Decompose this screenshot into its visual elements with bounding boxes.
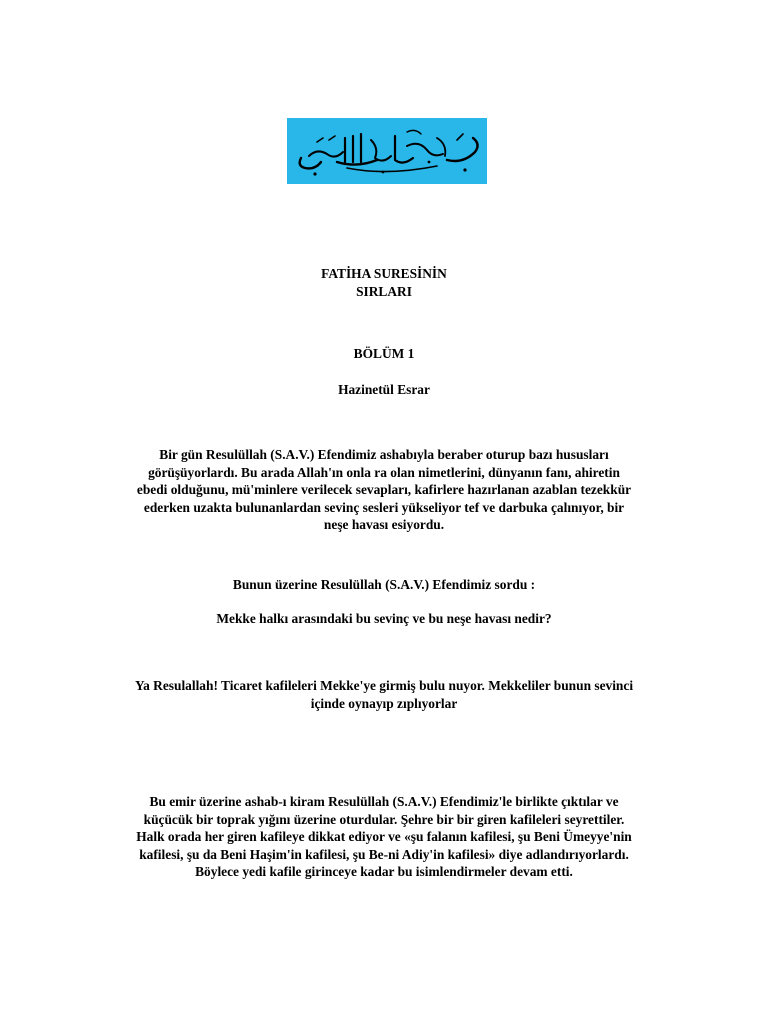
paragraph-4 [110,677,658,712]
paragraph-line: küçücük bir toprak yığını üzerine oturdular. Şehre bir bir giren kafileleri seyrettiler. [143,811,625,827]
chapter-heading [0,345,768,363]
paragraph-line: Bir gün Resulüllah (S.A.V.) Efendimiz ashabıyla beraber oturup bazı hususları [159,447,609,462]
paragraph-line: ederken uzakta bulunanlardan sevinç sesleri yükseliyor tef ve darbuka çalınıyor, bir [143,499,625,515]
paragraph-line: içinde oynayıp zıplıyorlar [310,695,458,711]
basmala-calligraphy-icon [287,118,487,184]
title-line-1: FATİHA SURESİNİN [321,266,447,281]
section-subtitle [0,381,768,399]
document-title [0,265,768,300]
paragraph-5 [110,793,658,881]
paragraph-line: Ya Resulallah! Ticaret kafileleri Mekke'ye girmiş bulu nuyor. Mekkeliler bunun sevinci [134,678,634,693]
paragraph-line: kafilesi, şu da Beni Haşim'in kafilesi, şu Be-ni Adiy'in kafilesi» diye adlandırıyorlardı. [139,846,629,862]
chapter-label: BÖLÜM 1 [353,346,415,361]
paragraph-3 [110,610,658,628]
paragraph-line: Bu emir üzerine ashab-ı kiram Resulüllah (S.A.V.) Efendimiz'le birlikte çıktılar ve [149,794,619,809]
paragraph-line: Böylece yedi kafile girinceye kadar bu isimlendirmeler devam etti. [195,864,573,879]
paragraph-line: Bunun üzerine Resulüllah (S.A.V.) Efendimiz sordu : [232,577,536,592]
subtitle-text: Hazinetül Esrar [338,382,430,397]
basmala-image [287,118,487,184]
paragraph-line: ebedi olduğunu, mü'minlere verilecek sevapları, kafirlere hazırlanan azablan tezekkür [136,482,632,497]
paragraph-line: görüşüyorlardı. Bu arada Allah'ın onla ra olan nimetlerini, dünyanın fanı, ahiretin [148,464,620,480]
paragraph-1 [110,446,658,534]
paragraph-line: Mekke halkı arasındaki bu sevinç ve bu neşe havası nedir? [216,611,552,626]
title-line-2: SIRLARI [356,283,412,299]
paragraph-line: neşe havası esiyordu. [323,517,445,532]
paragraph-line: Halk orada her giren kafileye dikkat ediyor ve «şu falanın kafilesi, şu Beni Ümeyye'nin [136,829,632,844]
paragraph-2 [110,576,658,594]
